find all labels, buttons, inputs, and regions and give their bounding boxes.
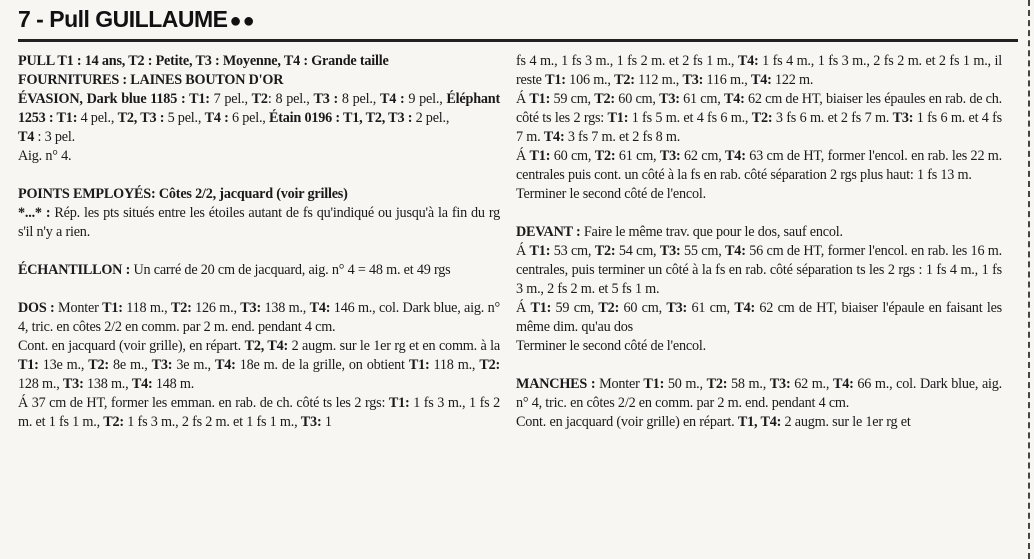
text-run: 4 pel., xyxy=(77,110,118,126)
text-run: Faire le même trav. que pour le dos, sauf encol. xyxy=(580,224,843,240)
text-run: 118 m., xyxy=(429,357,480,373)
text-run: 50 m., xyxy=(664,376,707,392)
bold-run: T1: xyxy=(388,395,410,411)
bold-run: T3 : xyxy=(313,91,339,107)
sleeves-section-jacquard xyxy=(516,413,1002,432)
bold-run: T4: xyxy=(131,376,153,392)
text-run: 62 m., xyxy=(790,376,833,392)
cut-line xyxy=(1028,0,1030,559)
text-run: 112 m., xyxy=(634,72,683,88)
needles: Aig. n° 4. xyxy=(18,148,72,164)
text-run: 3 fs 7 m. et 2 fs 8 m. xyxy=(564,129,681,145)
text-run: 2 augm. sur le 1er rg et xyxy=(781,414,911,430)
bold-run: T4: xyxy=(309,300,331,316)
spacer xyxy=(18,242,500,261)
text-run: 122 m. xyxy=(771,72,814,88)
bold-run: T1: xyxy=(607,110,629,126)
bold-run: T3: xyxy=(659,243,681,259)
bold-run: T2: xyxy=(103,414,124,430)
front-section-shoulder xyxy=(516,299,1002,337)
text-run: 8 pel., xyxy=(338,91,380,107)
bold-run: T2: xyxy=(170,300,192,316)
text-run: Á xyxy=(516,243,530,259)
bold-run: T2 xyxy=(251,91,268,107)
title-text: 7 - Pull GUILLAUME xyxy=(18,6,228,32)
bold-run: T2: xyxy=(706,376,728,392)
text-run: 13e m., xyxy=(38,357,89,373)
text-run: 106 m., xyxy=(565,72,615,88)
bold-run: Éléphant 1253 : T1: xyxy=(18,91,500,126)
text-run: 138 m., xyxy=(260,300,310,316)
bold-run: MANCHES : xyxy=(516,376,596,392)
yarn-list xyxy=(18,90,500,128)
bold-run: T3: xyxy=(240,300,261,316)
text-run: 61 cm, xyxy=(687,300,735,316)
t4-value: : 3 pel. xyxy=(34,129,75,145)
text-run: 61 cm, xyxy=(615,148,660,164)
bold-run: T4: xyxy=(832,376,854,392)
bold-run: T2: xyxy=(479,357,501,373)
bold-run: T1, T4: xyxy=(737,414,782,430)
text-run: 54 cm, xyxy=(615,243,660,259)
bold-run: T2: xyxy=(598,300,620,316)
text-run: 63 cm de HT, former l'encol. en rab. les 22 m. centrales puis cont. un côté à la fs en rab. côté séparation 2 rgs plus haut: 1 fs 13 m. xyxy=(516,148,1002,183)
text-run: Rép. les pts situés entre les étoiles autant de fs qu'indiqué ou jusqu'à la fin du rg s'il n'y a rien. xyxy=(18,205,500,240)
text-run: 126 m., xyxy=(191,300,241,316)
text-run: Cont. en jacquard (voir grille) en répart. xyxy=(516,414,738,430)
bold-run: T1: xyxy=(18,357,39,373)
bold-run: T3: xyxy=(769,376,791,392)
bold-run: T1: xyxy=(529,91,551,107)
right-column xyxy=(516,52,1002,432)
bold-run: T2: xyxy=(594,91,615,107)
t4-yarn xyxy=(18,128,500,147)
bold-run: T3: xyxy=(659,148,681,164)
text-run: Un carré de 20 cm de jacquard, aig. n° 4 = 48 m. et 49 rgs xyxy=(130,262,451,278)
text-run: 8e m., xyxy=(108,357,152,373)
text-run: 6 pel., xyxy=(228,110,269,126)
bold-run: T3: xyxy=(151,357,173,373)
bold-run: T2: xyxy=(594,148,616,164)
text-run: Cont. en jacquard (voir grille), en répart. xyxy=(18,338,245,354)
bold-run: T4: xyxy=(750,72,772,88)
text-run: 3 fs 6 m. et 2 fs 7 m. xyxy=(772,110,893,126)
text-run: 62 cm de HT, biaiser les épaules en rab. de ch. côté ts les 2 rgs: xyxy=(516,91,1003,126)
text-run: 18e m. de la grille, on obtient xyxy=(235,357,409,373)
bold-run: T3: xyxy=(666,300,688,316)
text-run: Monter xyxy=(54,300,103,316)
fournitures-text: FOURNITURES : LAINES BOUTON D'OR xyxy=(18,72,284,88)
text-run: Monter xyxy=(595,376,644,392)
text-run: 148 m. xyxy=(152,376,195,392)
text-run: Á xyxy=(516,91,530,107)
bold-run: T3: xyxy=(682,72,704,88)
text-run: 7 pel., xyxy=(209,91,252,107)
text-run: 60 cm, xyxy=(619,300,667,316)
text-run: 1 fs 4 m., 1 fs 3 m., 2 fs 2 m. et 2 fs 1 m., il reste xyxy=(516,53,1002,88)
spacer xyxy=(516,356,1002,375)
left-column xyxy=(18,52,500,432)
bold-run: Étain 0196 : T1, T2, T3 : xyxy=(269,110,413,126)
points-heading xyxy=(18,185,500,204)
bold-run: T2: xyxy=(614,72,635,88)
bold-run: T4 : xyxy=(379,91,405,107)
bold-run: DOS : xyxy=(18,300,55,316)
text-run: 2 augm. sur le 1er rg et en comm. à la xyxy=(288,338,500,354)
text-run: 9 pel., xyxy=(404,91,447,107)
text-run: 60 cm, xyxy=(550,148,595,164)
pull-sizes-text: PULL T1 : 14 ans, T2 : Petite, T3 : Moyenne, T4 : Grande taille xyxy=(18,53,389,69)
bold-run: T1: xyxy=(529,243,551,259)
bold-run: T4: xyxy=(725,243,746,259)
spacer xyxy=(18,166,500,185)
text-run: 3e m., xyxy=(172,357,215,373)
text-run: 1 fs 3 m., 2 fs 2 m. et 1 fs 1 m., xyxy=(123,414,301,430)
stars-note xyxy=(18,204,500,242)
text-run: Á 37 cm de HT, former les emman. en rab. de ch. côté ts les 2 rgs: xyxy=(18,395,389,411)
bold-run: T4: xyxy=(737,53,759,69)
text-run: 5 pel., xyxy=(164,110,205,126)
pull-sizes xyxy=(18,52,500,71)
points-text: POINTS EMPLOYÉS: Côtes 2/2, jacquard (voir grilles) xyxy=(18,186,348,202)
sleeves-section-cast-on xyxy=(516,375,1002,413)
text-run: 138 m., xyxy=(83,376,132,392)
bold-run: T2: xyxy=(594,243,616,259)
bold-run: T1: xyxy=(643,376,665,392)
back-section-finish: Terminer le second côté de l'encol. xyxy=(516,186,706,202)
text-run: 58 m., xyxy=(727,376,770,392)
bold-run: T3: xyxy=(62,376,84,392)
back-section-remaining xyxy=(516,52,1002,90)
bold-run: T2: xyxy=(88,357,109,373)
text-run: Á xyxy=(516,148,530,164)
bold-run: T2: xyxy=(751,110,773,126)
text-run: 146 m., col. Dark blue, aig. n° 4, tric. en côtes 2/2 en comm. par 2 m. end. pendant 4 cm. xyxy=(18,300,500,335)
spacer xyxy=(18,280,500,299)
bold-run: *...* : xyxy=(18,205,51,221)
text-run: 1 fs 5 m. et 4 fs 6 m., xyxy=(628,110,752,126)
bold-run: ÉVASION, Dark blue 1185 : T1: xyxy=(18,91,210,107)
text-run: 59 cm, xyxy=(550,91,595,107)
back-section-shoulders xyxy=(516,90,1002,147)
text-run: 62 cm de HT, biaiser l'épaule en faisant les même dim. qu'au dos xyxy=(516,300,1003,335)
text-run: 116 m., xyxy=(703,72,751,88)
text-run: 55 cm, xyxy=(680,243,726,259)
text-run: 2 pel., xyxy=(412,110,450,126)
spacer xyxy=(516,204,1002,223)
bold-run: T3: xyxy=(300,414,322,430)
bold-run: T4: xyxy=(723,91,745,107)
bold-run: T4: xyxy=(214,357,236,373)
bold-run: T4 : xyxy=(204,110,229,126)
bold-run: DEVANT : xyxy=(516,224,581,240)
back-section-armholes xyxy=(18,394,500,432)
header xyxy=(0,0,1034,46)
text-run: 61 cm, xyxy=(679,91,724,107)
text-run: : 8 pel., xyxy=(267,91,314,107)
text-run: 1 fs 3 m., 1 fs 2 m. et 1 fs 1 m., xyxy=(18,395,500,430)
gauge-section xyxy=(18,261,500,280)
bold-run: T1: xyxy=(408,357,430,373)
text-run: 1 fs 6 m. et 4 fs 7 m. xyxy=(516,110,1002,145)
back-section-cast-on xyxy=(18,299,500,337)
page-title xyxy=(18,6,256,33)
bold-run: T4: xyxy=(543,129,565,145)
text-run: Á xyxy=(516,300,531,316)
front-section-finish: Terminer le second côté de l'encol. xyxy=(516,338,706,354)
front-section-intro xyxy=(516,223,1002,242)
bold-run: T1: xyxy=(102,300,123,316)
bold-run: T4: xyxy=(725,148,746,164)
t4-label: T4 xyxy=(18,129,35,145)
text-run: 53 cm, xyxy=(550,243,595,259)
title-rule xyxy=(18,39,1018,42)
text-run: 60 cm, xyxy=(614,91,660,107)
difficulty-dots: ●● xyxy=(229,10,256,32)
text-run: 66 m., col. Dark blue, aig. n° 4, tric. en côtes 2/2 en comm. par 2 m. end. pendant 4 cm. xyxy=(516,376,1003,411)
bold-run: T1: xyxy=(530,300,552,316)
bold-run: ÉCHANTILLON : xyxy=(18,262,131,278)
text-run: 62 cm, xyxy=(680,148,726,164)
text-run: 118 m., xyxy=(122,300,171,316)
text-run: 128 m., xyxy=(18,376,63,392)
text-run: 1 xyxy=(321,414,332,430)
bold-run: T4: xyxy=(734,300,755,316)
text-run: fs 4 m., 1 fs 3 m., 1 fs 2 m. et 2 fs 1 m., xyxy=(516,53,738,69)
bold-run: T1: xyxy=(529,148,551,164)
bold-run: T1: xyxy=(545,72,566,88)
fournitures-heading xyxy=(18,71,500,90)
text-run: 59 cm, xyxy=(551,300,599,316)
back-section-neckline xyxy=(516,147,1002,185)
bold-run: T2, T3 : xyxy=(117,110,165,126)
back-section-jacquard xyxy=(18,337,500,394)
front-section-neckline xyxy=(516,242,1002,299)
bold-run: T3: xyxy=(659,91,680,107)
bold-run: T2, T4: xyxy=(244,338,289,354)
bold-run: T3: xyxy=(892,110,914,126)
text-run: 56 cm de HT, former l'encol. en rab. les 16 m. centrales, puis terminer un côté à la fs en rab. côté séparation ts les 2 rgs : 1 fs 4 m., 1 fs 3 m., 2 fs 2 m. et 5 fs 1 m. xyxy=(516,243,1002,297)
